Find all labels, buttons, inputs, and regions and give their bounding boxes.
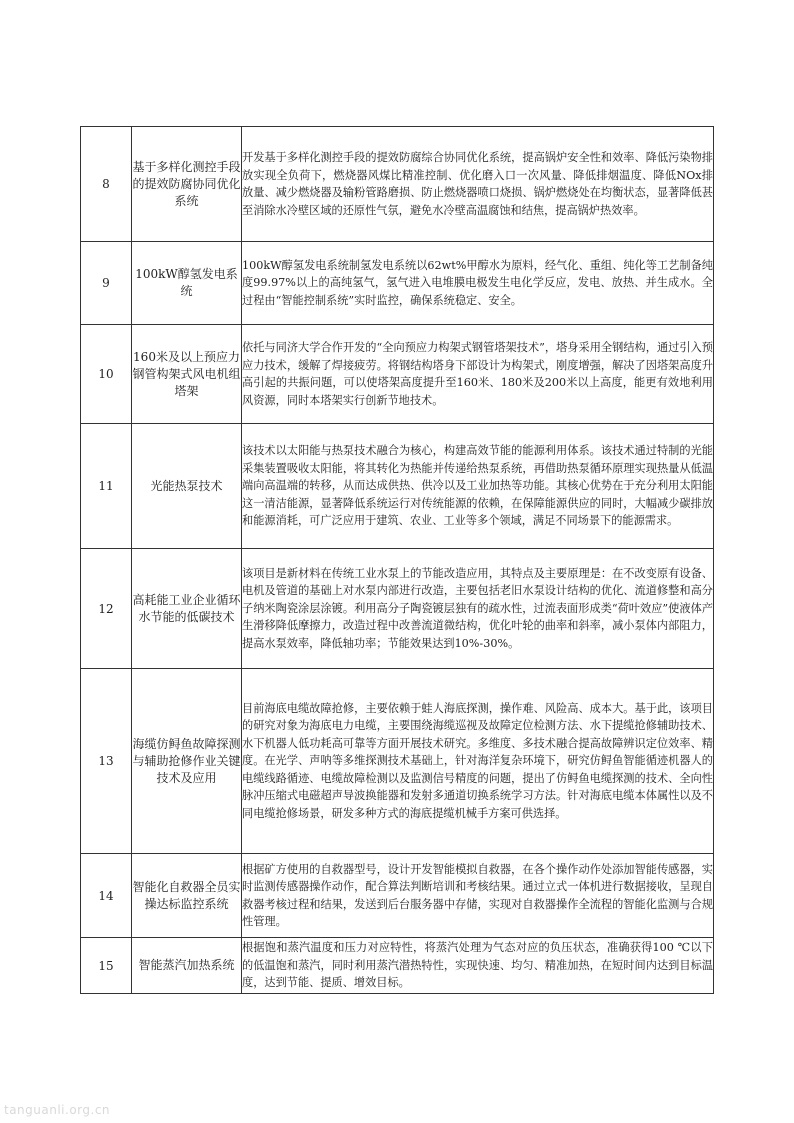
technology-table bbox=[80, 126, 714, 994]
technology-name: 100kW醇氢发电系统 bbox=[132, 242, 242, 325]
table-row bbox=[81, 854, 714, 938]
table-row bbox=[81, 325, 714, 424]
table-row bbox=[81, 938, 714, 994]
table-row bbox=[81, 242, 714, 325]
technology-name: 基于多样化测控手段的提效防腐协同优化系统 bbox=[132, 127, 242, 242]
technology-description: 该技术以太阳能与热泵技术融合为核心，构建高效节能的能源利用体系。该技术通过特制的光能采集装置吸收太阳能，将其转化为热能并传递给热泵系统，再借助热泵循环原理实现热量从低温端向高温端的转移，从而达成供热、供冷以及工业加热等功能。其核心优势在于充分利用太阳能这一清洁能源，显著降低系统运行对传统能源的依赖，在保障能源供应的同时，大幅减少碳排放和能源消耗，可广泛应用于建筑、农业、工业等多个领域，满足不同场景下的能源需求。 bbox=[242, 424, 714, 549]
table-row bbox=[81, 424, 714, 549]
row-number: 14 bbox=[81, 854, 132, 938]
row-number: 13 bbox=[81, 669, 132, 854]
technology-name: 光能热泵技术 bbox=[132, 424, 242, 549]
technology-description: 根据饱和蒸汽温度和压力对应特性，将蒸汽处理为气态对应的负压状态，准确获得100 ℃以下的低温饱和蒸汽，同时利用蒸汽潜热特性，实现快速、均匀、精准加热，在短时间内达到目标温度，达到节能、提质、增效目标。 bbox=[242, 938, 714, 994]
technology-name: 高耗能工业企业循环水节能的低碳技术 bbox=[132, 549, 242, 669]
technology-name: 智能化自救器全员实操达标监控系统 bbox=[132, 854, 242, 938]
row-number: 8 bbox=[81, 127, 132, 242]
technology-description: 依托与同济大学合作开发的“全向预应力构架式钢管塔架技术”，塔身采用全钢结构，通过引入预应力技术，缓解了焊接疲劳。将钢结构塔身下部设计为构架式，刚度增强，解决了因塔架高度升高引起的共振问题，可以使塔架高度提升至160米、180米及200米以上高度，能更有效地利用风资源，同时本塔架实行创新节地技术。 bbox=[242, 325, 714, 424]
technology-description: 100kW醇氢发电系统制氢发电系统以62wt%甲醇水为原料，经气化、重组、纯化等工艺制备纯度99.97%以上的高纯氢气，氢气进入电堆膜电极发生电化学反应，发电、放热、并生成水。全过程由“智能控制系统”实时监控，确保系统稳定、安全。 bbox=[242, 242, 714, 325]
technology-description: 目前海底电缆故障抢修，主要依赖于蛙人海底探测，操作难、风险高、成本大。基于此，该项目的研究对象为海底电力电缆，主要围绕海缆巡视及故障定位检测方法、水下提缆抢修辅助技术、水下机器人低功耗高可靠等方面开展技术研究。多维度、多技术融合提高故障辨识定位效率、精度。在光学、声呐等多维探测技术基础上，针对海洋复杂环境下，研究仿鲟鱼智能循迹机器人的电缆线路循迹、电缆故障检测以及监测信号精度的问题，提出了仿鲟鱼电缆探测的技术、全向性脉冲压缩式电磁超声导波换能器和发射多通道切换系统学习方法。针对海底电缆本体属性以及不同电缆抢修场景，研发多种方式的海底提缆机械手方案可供选择。 bbox=[242, 669, 714, 854]
technology-name: 海缆仿鲟鱼故障探测与辅助抢修作业关键技术及应用 bbox=[132, 669, 242, 854]
row-number: 15 bbox=[81, 938, 132, 994]
technology-description: 开发基于多样化测控手段的提效防腐综合协同优化系统，提高锅炉安全性和效率、降低污染物排放实现全负荷下，燃烧器风煤比精准控制、优化磨入口一次风量、降低排烟温度、降低NOx排放量、减少燃烧器及输粉管路磨损、防止燃烧器喷口烧损、锅炉燃烧处在均衡状态，显著降低甚至消除水冷壁区域的还原性气氛，避免水冷壁高温腐蚀和结焦，提高锅炉热效率。 bbox=[242, 127, 714, 242]
row-number: 12 bbox=[81, 549, 132, 669]
technology-name: 160米及以上预应力钢管构架式风电机组塔架 bbox=[132, 325, 242, 424]
table-row bbox=[81, 669, 714, 854]
table-row bbox=[81, 127, 714, 242]
row-number: 9 bbox=[81, 242, 132, 325]
site-watermark: tanguanli.org.cn bbox=[4, 1103, 111, 1117]
technology-description: 该项目是新材料在传统工业水泵上的节能改造应用，其特点及主要原理是：在不改变原有设备、电机及管道的基础上对水泵内部进行改造，主要包括老旧水泵设计结构的优化、流道修整和高分子纳米陶瓷涂层涂镀。利用高分子陶瓷镀层独有的疏水性，过流表面形成类“荷叶效应”使液体产生滑移降低摩擦力，改造过程中改善流道微结构，优化叶轮的曲率和斜率，减小泵体内部阻力，提高水泵效率，降低轴功率；节能效果达到10%-30%。 bbox=[242, 549, 714, 669]
technology-description: 根据矿方使用的自救器型号，设计开发智能模拟自救器，在各个操作动作处添加智能传感器，实时监测传感器操作动作，配合算法判断培训和考核结果。通过立式一体机进行数据接收，呈现自救器考核过程和结果，发送到后台服务器中存储，实现对自救器操作全流程的智能化监测与合规性管理。 bbox=[242, 854, 714, 938]
table-row bbox=[81, 549, 714, 669]
row-number: 10 bbox=[81, 325, 132, 424]
technology-name: 智能蒸汽加热系统 bbox=[132, 938, 242, 994]
row-number: 11 bbox=[81, 424, 132, 549]
